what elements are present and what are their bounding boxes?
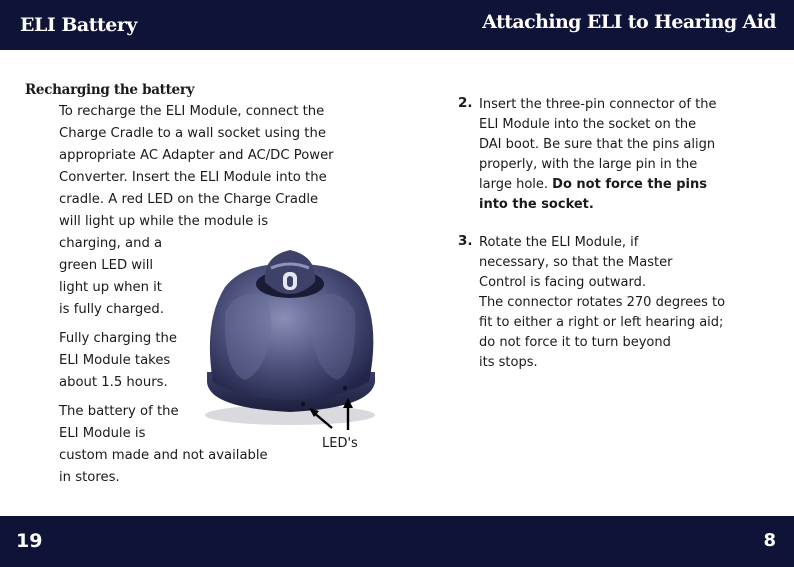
- warning-text: Do not force the pins: [552, 177, 707, 192]
- led-label: LED's: [322, 436, 358, 451]
- header-band: [0, 0, 794, 50]
- text-line: Insert the three-pin connector of the: [479, 97, 717, 112]
- text-line: is fully charged.: [59, 302, 164, 317]
- text-line: The battery of the: [59, 404, 179, 419]
- footer-band: [0, 516, 794, 567]
- text-line: To recharge the ELI Module, connect the: [59, 104, 325, 119]
- text-line: ELI Module is: [59, 426, 146, 441]
- text-line: fit to either a right or left hearing aid;: [479, 315, 724, 330]
- text-line: properly, with the large pin in the: [479, 157, 698, 172]
- text-plain: large hole.: [479, 177, 553, 192]
- text-line: Rotate the ELI Module, if: [479, 235, 639, 250]
- text-line: Converter. Insert the ELI Module into the: [59, 170, 327, 185]
- text-line: necessary, so that the Master: [479, 255, 673, 270]
- text-line: [479, 175, 707, 195]
- text-line: Control is facing outward.: [479, 275, 646, 290]
- page-number-right: 8: [763, 530, 776, 551]
- text-line: do not force it to turn beyond: [479, 335, 671, 350]
- text-line: DAI boot. Be sure that the pins align: [479, 137, 716, 152]
- text-line: Charge Cradle to a wall socket using the: [59, 126, 326, 141]
- text-line: about 1.5 hours.: [59, 375, 168, 390]
- text-line: in stores.: [59, 470, 120, 485]
- chapter-title: Attaching ELI to Hearing Aid: [482, 11, 776, 33]
- charge-cradle-image: [195, 232, 385, 432]
- text-line: ELI Module takes: [59, 353, 171, 368]
- text-line: The connector rotates 270 degrees to: [479, 295, 726, 310]
- text-line: appropriate AC Adapter and AC/DC Power: [59, 148, 334, 163]
- text-line: charging, and a: [59, 236, 163, 251]
- step-3-number: 3.: [458, 233, 473, 249]
- section-title: ELI Battery: [20, 14, 137, 36]
- warning-text: into the socket.: [479, 197, 594, 212]
- text-line: cradle. A red LED on the Charge Cradle: [59, 192, 319, 207]
- text-line: light up when it: [59, 280, 162, 295]
- text-line: will light up while the module is: [59, 214, 269, 229]
- recharging-heading: Recharging the battery: [25, 82, 195, 98]
- text-line: Fully charging the: [59, 331, 178, 346]
- page-number-left: 19: [16, 530, 43, 552]
- text-line: green LED will: [59, 258, 154, 273]
- text-line: custom made and not available: [59, 448, 268, 463]
- text-line: ELI Module into the socket on the: [479, 117, 697, 132]
- step-2-number: 2.: [458, 95, 473, 111]
- text-line: its stops.: [479, 355, 538, 370]
